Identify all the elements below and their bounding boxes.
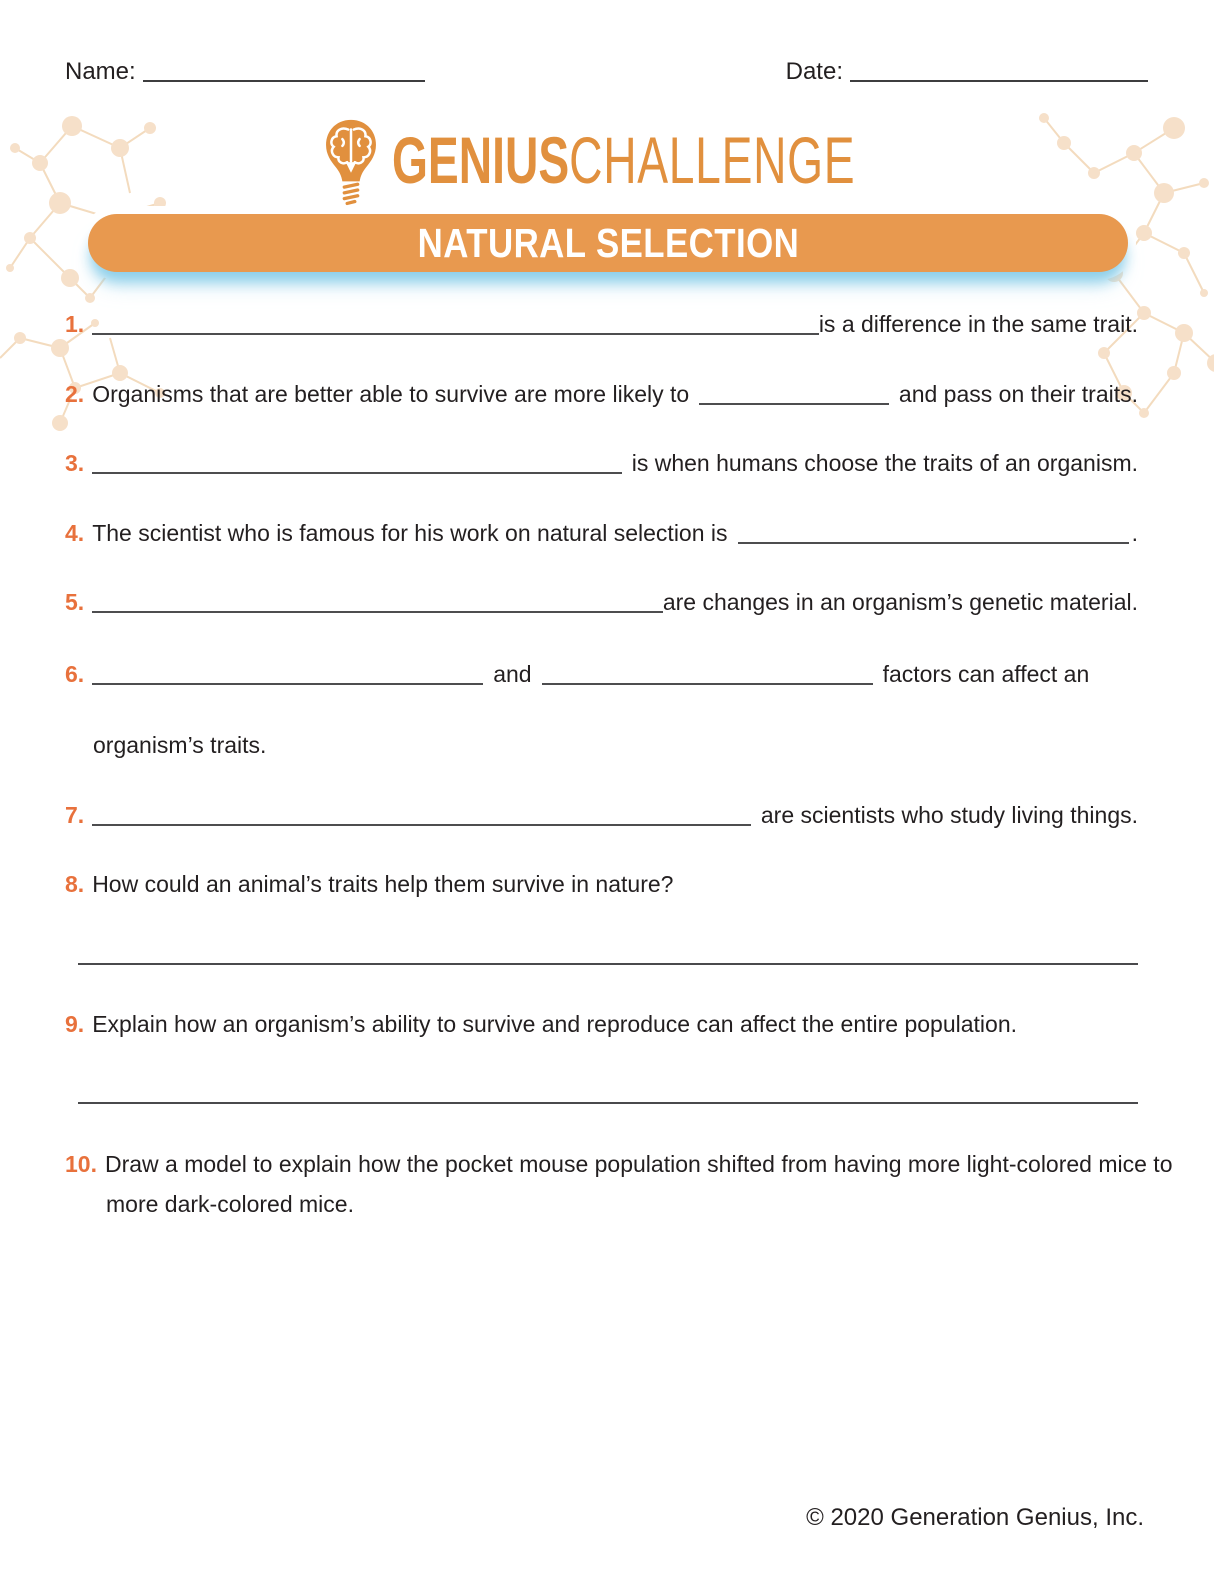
question-text: The scientist who is famous for his work on natural selection is: [92, 520, 728, 546]
title-banner: [88, 214, 1128, 272]
answer-line-q9[interactable]: [78, 1102, 1138, 1104]
genius-challenge-logo: [322, 118, 1054, 214]
question-9: [65, 1010, 1138, 1038]
answer-blank-q5[interactable]: [92, 593, 663, 613]
brain-lightbulb-icon: [322, 118, 380, 214]
worksheet-title: NATURAL SELECTION: [417, 219, 799, 266]
question-number: 9.: [65, 1011, 85, 1037]
logo-genius-text: GENIUS: [392, 123, 570, 197]
question-number: 8.: [65, 871, 85, 897]
question-text: Explain how an organism’s ability to survive and reproduce can affect the entire population.: [92, 1011, 1018, 1037]
question-5: [65, 588, 1138, 616]
date-field: [786, 58, 1148, 86]
question-text: are scientists who study living things.: [760, 802, 1138, 828]
copyright-notice: © 2020 Generation Genius, Inc.: [806, 1504, 1144, 1531]
question-text: Organisms that are better able to survive are more likely to: [92, 381, 690, 407]
question-10: [65, 1150, 1173, 1178]
question-number: 4.: [65, 520, 85, 546]
answer-blank-q4[interactable]: [738, 524, 1129, 544]
question-3: [65, 449, 1138, 477]
question-7: [65, 801, 1138, 829]
question-2: [65, 380, 1138, 408]
question-number: 1.: [65, 311, 85, 337]
logo-challenge-text: CHALLENGE: [569, 123, 856, 197]
question-text: is when humans choose the traits of an organism.: [631, 450, 1138, 476]
question-number: 10.: [65, 1151, 97, 1177]
question-text: How could an animal’s traits help them survive in nature?: [92, 871, 674, 897]
answer-blank-q6b[interactable]: [542, 665, 873, 685]
question-text: factors can affect an: [882, 661, 1090, 687]
question-text: and pass on their traits.: [898, 381, 1138, 407]
question-number: 3.: [65, 450, 85, 476]
question-6-continued: organism’s traits.: [93, 732, 267, 758]
question-number: 2.: [65, 381, 85, 407]
question-number: 6.: [65, 661, 85, 687]
logo-wordmark: [392, 123, 856, 214]
answer-blank-q1[interactable]: [92, 315, 819, 335]
question-8: [65, 870, 1138, 898]
date-input-line[interactable]: [850, 64, 1148, 82]
question-text: .: [1131, 520, 1138, 546]
question-text: Draw a model to explain how the pocket mouse population shifted from having more light-colored mice to: [104, 1151, 1173, 1177]
answer-blank-q6a[interactable]: [92, 665, 483, 685]
question-number: 5.: [65, 589, 85, 615]
answer-blank-q7[interactable]: [92, 806, 751, 826]
answer-blank-q3[interactable]: [92, 454, 622, 474]
question-number: 7.: [65, 802, 85, 828]
name-input-line[interactable]: [143, 64, 425, 82]
question-4: [65, 519, 1138, 547]
question-text: is a difference in the same trait.: [818, 311, 1138, 337]
question-text: and: [493, 661, 532, 687]
question-text: are changes in an organism’s genetic material.: [662, 589, 1138, 615]
question-6: [65, 660, 1138, 688]
questions-section: [65, 310, 1173, 1218]
question-10-continued: more dark-colored mice.: [106, 1191, 354, 1217]
question-1: [65, 310, 1138, 338]
name-label: Name:: [65, 58, 136, 85]
answer-blank-q2[interactable]: [699, 385, 889, 405]
title-banner-wrap: [80, 206, 1136, 280]
name-field: [65, 58, 425, 86]
date-label: Date:: [785, 58, 843, 85]
answer-line-q8[interactable]: [78, 963, 1138, 965]
header-row: [65, 58, 1148, 86]
